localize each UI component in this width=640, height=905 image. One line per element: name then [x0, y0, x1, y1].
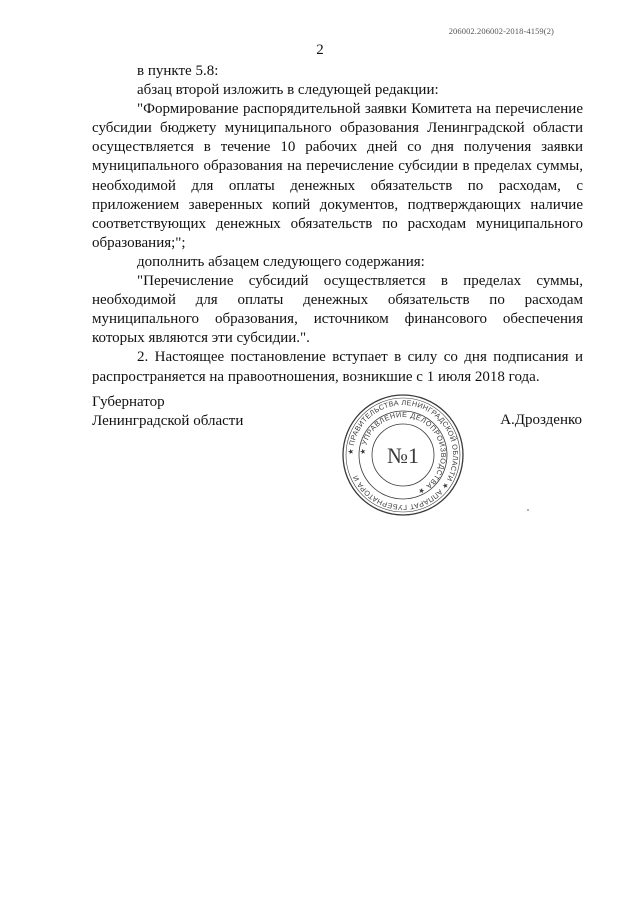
signatory-title-line1: Губернатор: [92, 394, 165, 410]
paragraph: 2. Настоящее постановление вступает в силу со дня подписания и распространяется на правоотношения, возникшие с 1 июля 2018 года.: [92, 349, 583, 385]
paragraph: абзац второй изложить в следующей редакции:: [137, 82, 439, 99]
paragraph: "Формирование распорядительной заявки Комитета на перечисление субсидии бюджету муниципального образования Ленинградской области осуществляется в течение 10 рабочих дней со дня получения заявки муниципального образования на перечисление субсидии в пределах суммы, необходимой для оплаты денежных обязательств по расходам, с приложением заверенных копий документов, подтверждающих наличие соответствующих денежных обязательств по расходам муниципального образования;";: [92, 101, 583, 251]
paragraph: в пункте 5.8:: [137, 63, 219, 79]
document-body: [92, 62, 583, 387]
signatory-title: [92, 393, 243, 431]
paragraph: "Перечисление субсидий осуществляется в пределах суммы, необходимой для оплаты денежных обязательств по расходам муниципального образования, источником финансового обеспечения которых являются эти субсидии.".: [92, 273, 583, 347]
official-seal-stamp: [341, 393, 465, 517]
page-number: 2: [316, 42, 324, 58]
seal-outer-text: ★ ПРАВИТЕЛЬСТВА ЛЕНИНГРАДСКОЙ ОБЛАСТИ ★ АППАРАТ ГУБЕРНАТОРА И: [345, 397, 461, 513]
scan-speck: [527, 509, 529, 511]
seal-inner-text: ★ УПРАВЛЕНИЕ ДЕЛОПРОИЗВОДСТВА ★: [357, 409, 449, 497]
signatory-name: А.Дрозденко: [500, 412, 582, 428]
signatory-title-line2: Ленинградской области: [92, 413, 244, 429]
document-id: 206002.206002-2018-4159(2): [448, 26, 554, 36]
seal-number: №1: [387, 443, 419, 468]
paragraph: дополнить абзацем следующего содержания:: [137, 253, 425, 270]
